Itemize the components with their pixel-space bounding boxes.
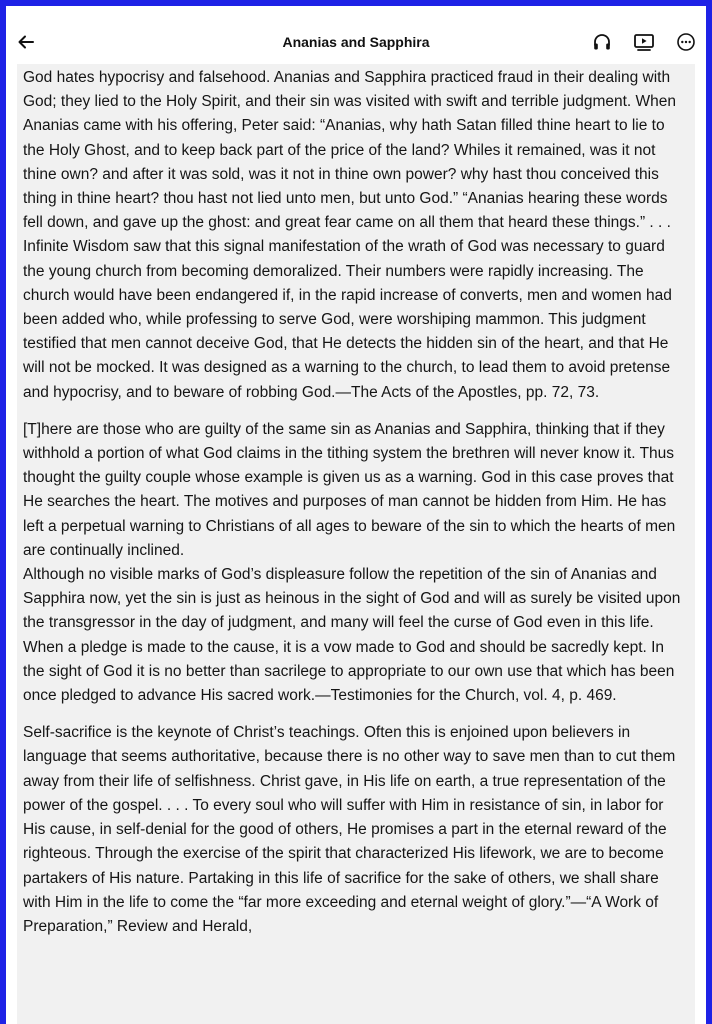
top-bar xyxy=(6,6,706,68)
headphones-icon xyxy=(592,32,612,52)
paragraph: Although no visible marks of God’s displeasure follow the repetition of the sin of Ananias and Sapphira now, yet the sin is just as heinous in the sight of God and will as surely be visited upon the transgressor in the day of judgment, and many will feel the curse of God even in this life. When a pledge is made to the cause, it is a vow made to God and should be sacredly kept. In the sight of God it is no better than sacrilege to appropriate to our own use that which has been once pledged to advance His sacred work.—Testimonies for the Church, vol. 4, p. 469. xyxy=(23,566,681,705)
paragraph: [T]here are those who are guilty of the same sin as Ananias and Sapphira, thinking that if they withhold a portion of what God claims in the tithing system the brethren will never know it. Thus thought the guilty couple whose example is given us as a warning. God in this case proves that He searches the heart. The motives and purposes of man cannot be hidden from Him. He has left a perpetual warning to Christians of all ages to beware of the sin to which the hearts of men are continually inclined. xyxy=(23,420,676,559)
reading-content xyxy=(17,64,695,1024)
paragraph: God hates hypocrisy and falsehood. Ananias and Sapphira practiced fraud in their dealing with God; they lied to the Holy Spirit, and their sin was visited with swift and terrible judgment. When Ananias came with his offering, Peter said: “Ananias, why hath Satan filled thine heart to lie to the Holy Ghost, and to keep back part of the price of the land? Whiles it remained, was it not thine own? and after it was sold, was it not in thine own power? why hast thou conceived this thing in thine heart? thou hast not lied unto men, but unto God.” “Ananias hearing these words fell down, and gave up the ghost: and great fear came on all them that heard these things.” . . . xyxy=(23,69,677,232)
more-options-icon xyxy=(676,32,696,52)
paragraph-gap xyxy=(23,708,683,721)
page-title: Ananias and Sapphira xyxy=(282,34,430,50)
header-actions xyxy=(590,30,698,54)
paragraph: Infinite Wisdom saw that this signal manifestation of the wrath of God was necessary to guard the young church from becoming demoralized. Their numbers were rapidly increasing. The church would have been endangered if, in the rapid increase of converts, men and women had been added who, while professing to serve God, were worshiping mammon. This judgment testified that men cannot deceive God, that He detects the hidden sin of the heart, and that He will not be mocked. It was designed as a warning to the church, to lead them to avoid pretense and hypocrisy, and to beware of robbing God.—The Acts of the Apostles, pp. 72, 73. xyxy=(23,238,672,401)
play-video-icon xyxy=(633,32,655,52)
audio-button[interactable] xyxy=(590,30,614,54)
paragraph: Self-sacrifice is the keynote of Christ’s teachings. Often this is enjoined upon believers in language that seems authoritative, because there is no other way to save men than to cut them away from their life of selfishness. Christ gave, in His life on earth, a true representation of the power of the gospel. . . . To every soul who will suffer with Him in resistance of sin, in labor for His cause, in self-denial for the good of others, He promises a part in the eternal reward of the righteous. Through the exercise of the spirit that characterized His lifework, we are to become partakers of His nature. Partaking in this life of sacrifice for the sake of others, we shall share with Him in the life to come the “far more exceeding and eternal weight of glory.”—“A Work of Preparation,” Review and Herald, xyxy=(23,724,676,935)
more-button[interactable] xyxy=(674,30,698,54)
paragraph-gap xyxy=(23,405,683,418)
video-button[interactable] xyxy=(632,30,656,54)
app-window xyxy=(6,6,706,1024)
